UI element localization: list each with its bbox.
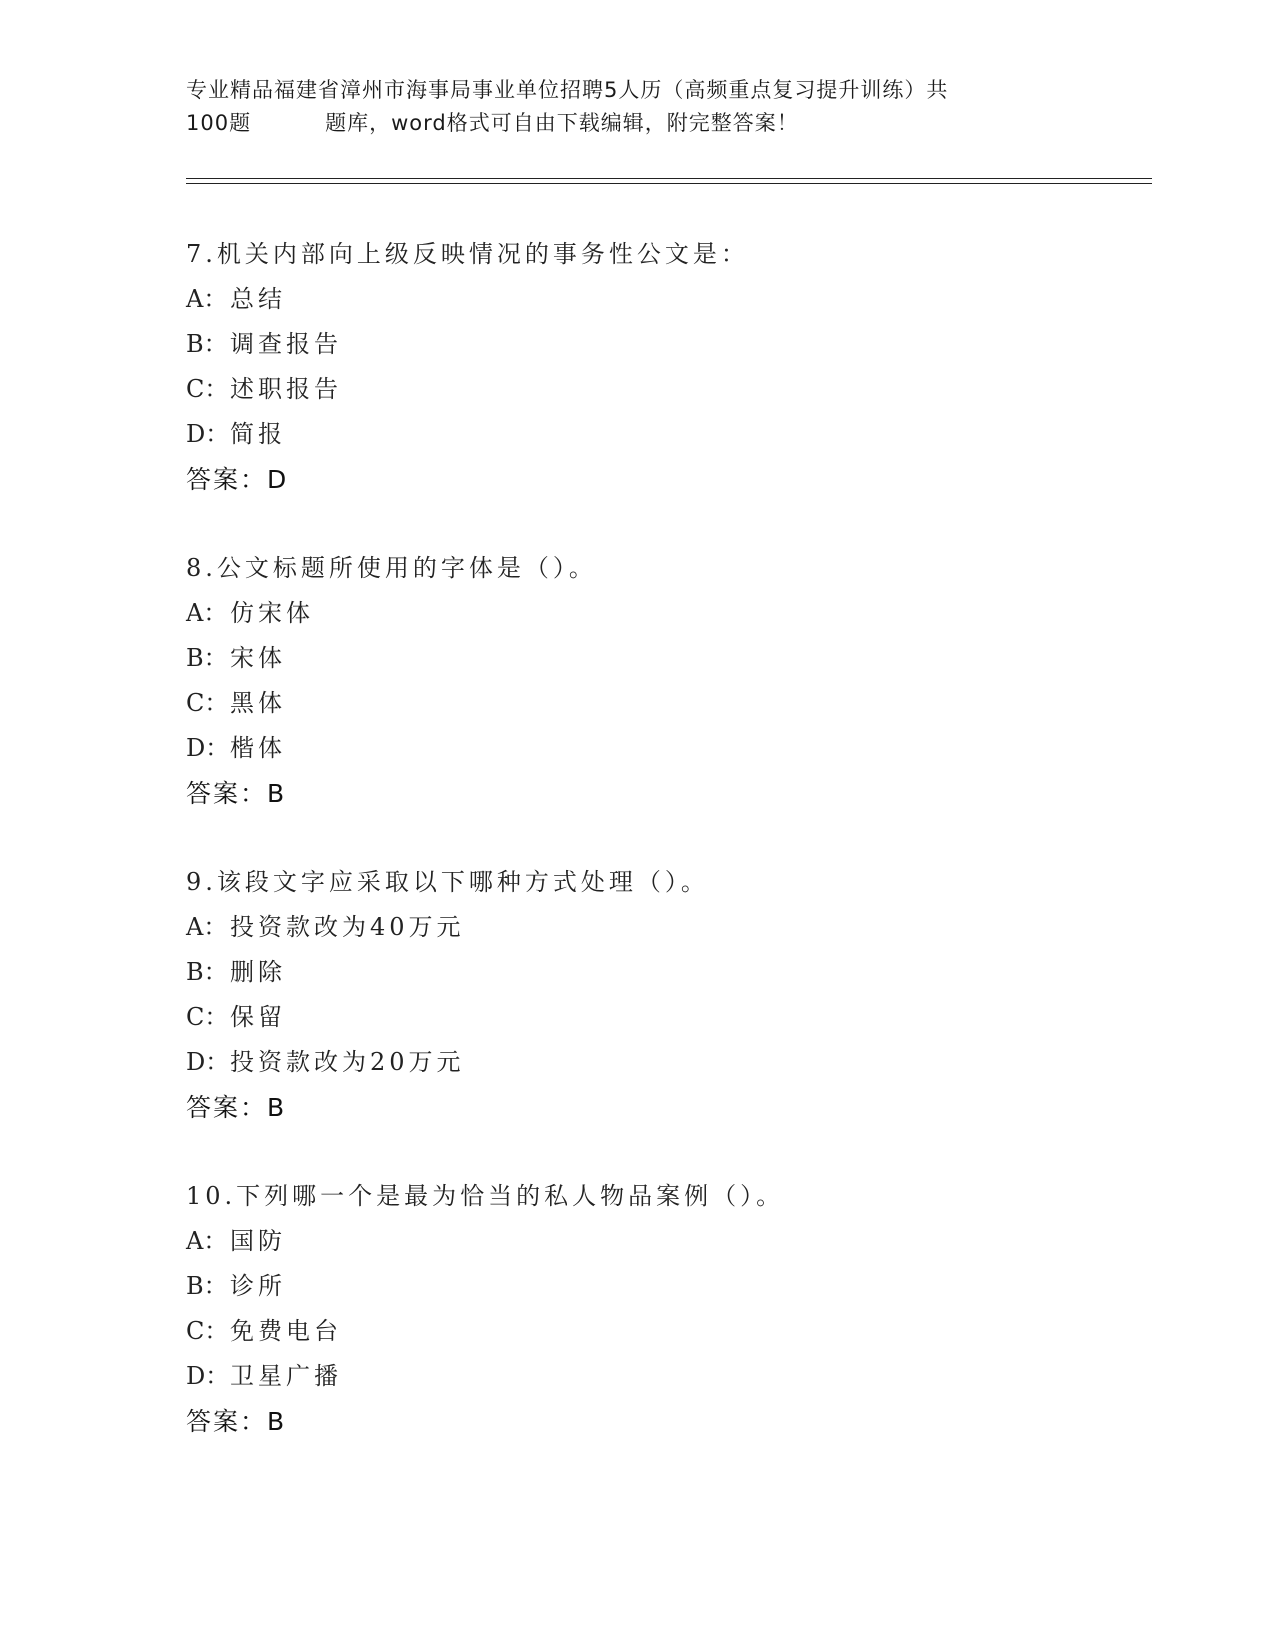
question-item	[186, 546, 1146, 816]
option-text: 总结	[230, 285, 286, 313]
option-text: 国防	[230, 1227, 286, 1255]
option-d	[186, 1040, 1146, 1085]
option-key: D：	[186, 734, 230, 762]
option-key: D：	[186, 1048, 230, 1076]
option-c	[186, 681, 1146, 726]
header-divider-bottom	[186, 183, 1152, 184]
option-a	[186, 277, 1146, 322]
option-key: C：	[186, 375, 229, 403]
answer-line: 答案：B	[186, 1407, 287, 1436]
option-d	[186, 412, 1146, 457]
question-stem: 7.机关内部向上级反映情况的事务性公文是：	[186, 240, 749, 268]
option-b	[186, 322, 1146, 367]
option-key: C：	[186, 1003, 229, 1031]
question-stem: 10.下列哪一个是最为恰当的私人物品案例（）。	[186, 1182, 785, 1210]
option-c	[186, 1309, 1146, 1354]
header-question-count: 100题	[186, 111, 252, 135]
option-text: 删除	[230, 958, 286, 986]
header-title-line-1: 专业精品福建省漳州市海事局事业单位招聘5人历（高频重点复习提升训练）共	[186, 78, 949, 102]
answer-line: 答案：B	[186, 779, 287, 808]
option-text: 免费电台	[230, 1317, 342, 1345]
option-key: B：	[186, 1272, 228, 1300]
option-key: C：	[186, 689, 229, 717]
option-key: B：	[186, 644, 228, 672]
option-text: 投资款改为20万元	[230, 1048, 465, 1076]
answer-line: 答案：D	[186, 465, 289, 494]
option-c	[186, 367, 1146, 412]
option-key: A：	[186, 285, 228, 313]
option-key: A：	[186, 1227, 228, 1255]
question-stem: 9.该段文字应采取以下哪种方式处理（）。	[186, 868, 709, 896]
option-key: B：	[186, 958, 228, 986]
question-item	[186, 1174, 1146, 1444]
option-text: 述职报告	[230, 375, 342, 403]
option-c	[186, 995, 1146, 1040]
option-key: C：	[186, 1317, 229, 1345]
option-text: 宋体	[230, 644, 286, 672]
option-a	[186, 1219, 1146, 1264]
option-text: 黑体	[230, 689, 286, 717]
option-d	[186, 726, 1146, 771]
question-item	[186, 232, 1146, 502]
option-b	[186, 950, 1146, 995]
option-b	[186, 636, 1146, 681]
option-d	[186, 1354, 1146, 1399]
option-b	[186, 1264, 1146, 1309]
option-text: 仿宋体	[230, 599, 314, 627]
option-key: A：	[186, 599, 228, 627]
header-divider-top	[186, 178, 1152, 179]
header-title-line-2	[186, 107, 1086, 140]
option-key: A：	[186, 913, 228, 941]
header-description: 题库，word格式可自由下载编辑，附完整答案！	[325, 111, 799, 135]
option-text: 简报	[230, 420, 286, 448]
option-text: 调查报告	[230, 330, 342, 358]
option-a	[186, 905, 1146, 950]
document-header	[186, 74, 1086, 140]
option-a	[186, 591, 1146, 636]
answer-line: 答案：B	[186, 1093, 287, 1122]
option-key: D：	[186, 1362, 230, 1390]
option-text: 卫星广播	[230, 1362, 342, 1390]
question-item	[186, 860, 1146, 1130]
option-text: 保留	[230, 1003, 286, 1031]
question-list	[186, 232, 1146, 1488]
option-text: 投资款改为40万元	[230, 913, 465, 941]
option-text: 楷体	[230, 734, 286, 762]
option-key: D：	[186, 420, 230, 448]
question-stem: 8.公文标题所使用的字体是（）。	[186, 554, 597, 582]
option-text: 诊所	[230, 1272, 286, 1300]
option-key: B：	[186, 330, 228, 358]
